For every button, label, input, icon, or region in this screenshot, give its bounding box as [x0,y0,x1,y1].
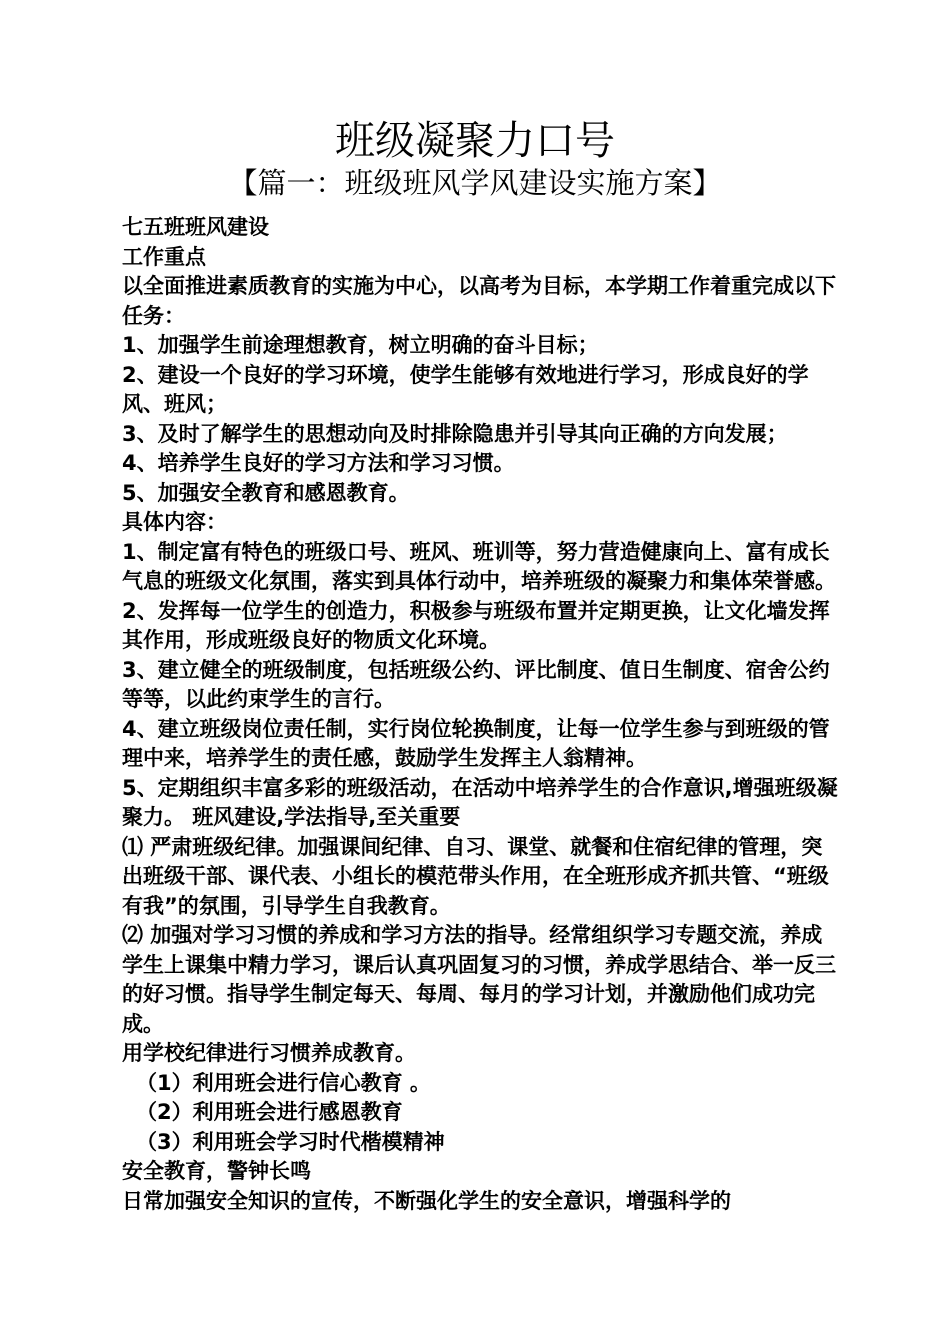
list-item: 3、及时了解学生的思想动向及时排除隐患并引导其向正确的方向发展； [122,421,788,446]
list-item: 3、建立健全的班级制度，包括班级公约、评比制度、值日生制度、宿舍公约等等，以此约束学生的言行。 [122,657,830,711]
document-subtitle: 【篇一：班级班风学风建设实施方案】 [228,166,722,200]
list-item: （1）利用班会进行信心教育 。 [136,1070,431,1095]
paragraph: 以全面推进素质教育的实施为中心，以高考为目标，本学期工作着重完成以下任务： [122,274,836,328]
paragraph: 日常加强安全知识的宣传，不断强化学生的安全意识，增强科学的 [122,1188,731,1213]
list-item: 5、定期组织丰富多彩的班级活动，在活动中培养学生的合作意识,增强班级凝聚力。 班风建设,学法指导,至关重要 [122,775,838,829]
list-item: 1、加强学生前途理想教育，树立明确的奋斗目标； [122,333,599,357]
list-item: 4、建立班级岗位责任制，实行岗位轮换制度，让每一位学生参与到班级的管理中来，培养学生的责任感，鼓励学生发挥主人翁精神。 [122,716,830,770]
section-heading: 七五班班风建设 [122,215,269,239]
list-item: （3）利用班会学习时代楷模精神 [136,1129,445,1154]
list-item: ⑴ 严肃班级纪律。加强课间纪律、自习、课堂、就餐和住宿纪律的管理，突出班级干部、课代表、小组长的模范带头作用，在全班形成齐抓共管、“班级有我”的氛围，引导学生自我教育。 [122,834,829,918]
list-item: 5、加强安全教育和感恩教育。 [122,480,410,505]
paragraph: 用学校纪律进行习惯养成教育。 [122,1041,416,1065]
section-heading: 工作重点 [122,244,206,269]
list-item: 1、制定富有特色的班级口号、班风、班训等，努力营造健康向上、富有成长气息的班级文化氛围，落实到具体行动中，培养班级的凝聚力和集体荣誉感。 [122,539,836,593]
list-item: （2）利用班会进行感恩教育 [136,1100,403,1124]
list-item: 2、发挥每一位学生的创造力，积极参与班级布置并定期更换，让文化墙发挥其作用，形成班级良好的物质文化环境。 [122,598,830,652]
list-item: 2、建设一个良好的学习环境，使学生能够有效地进行学习，形成良好的学风、班风； [122,362,809,416]
document-title: 班级凝聚力口号 [335,118,615,164]
list-item: 4、培养学生良好的学习方法和学习习惯。 [122,451,515,475]
section-heading: 安全教育，警钟长鸣 [122,1159,311,1183]
document-body [116,213,840,1216]
list-item: ⑵ 加强对学习习惯的养成和学习方法的指导。经常组织学习专题交流，养成学生上课集中精力学习，课后认真巩固复习的习惯，养成学思结合、举一反三的好习惯。指导学生制定每天、每周、每月的学习计划，并激励他们成功完成。 [122,923,836,1036]
section-heading: 具体内容： [122,510,227,534]
